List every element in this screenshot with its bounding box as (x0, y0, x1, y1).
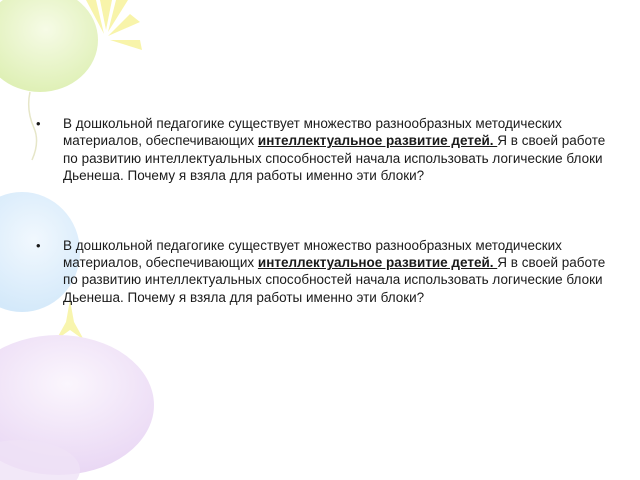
bullet-text: Я в своей работе по развитию интеллектуальных способностей начала использовать логические блоки Дьенеша. Почему я взяла для работы именно эти блоки? (63, 133, 606, 184)
bullet-item (36, 115, 606, 185)
bullet-item (36, 237, 606, 307)
bullet-glyph: • (36, 116, 41, 131)
bullet-glyph: • (36, 237, 41, 253)
bullet-text: Я в своей работе по развитию интеллектуальных способностей начала использовать логические блоки Дьенеша. Почему я взяла для работы именно эти блоки? (63, 255, 606, 305)
bullet-text: В дошкольной педагогике существует множество разнообразных методических материалов, обеспечивающих (63, 237, 562, 271)
emphasis-link-text[interactable]: интеллектуальное развитие детей. (257, 133, 498, 149)
bullet-text: В дошкольной педагогике существует множество разнообразных методических материалов, обеспечивающих (63, 116, 562, 149)
emphasis-link-text[interactable]: интеллектуальное развитие детей. (257, 255, 498, 271)
purple-balloon-icon (0, 335, 154, 480)
bullet-list (36, 115, 606, 306)
